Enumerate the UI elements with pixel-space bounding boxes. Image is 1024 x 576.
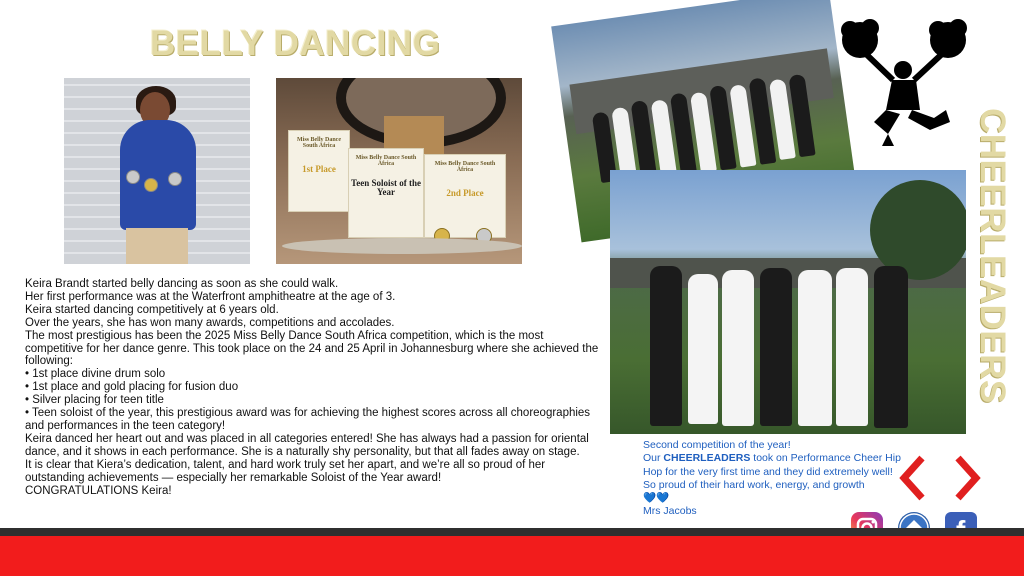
certificate-1-award: 1st Place [302, 164, 336, 174]
certificate-1 [288, 130, 350, 212]
belly-dancing-title: BELLY DANCING [150, 24, 441, 63]
person-shape [650, 266, 682, 426]
story-line: Keira Brandt started belly dancing as soon as she could walk. [25, 278, 339, 290]
footer-red-bar [0, 536, 1024, 576]
story-line: Keira danced her heart out and was placed in all categories entered! She has always had a passion for oriental dance, and it shows in each performance. She is a naturally shy personality, but that all fades away on stage. [25, 432, 589, 458]
certificate-1-title: Miss Belly Dance South Africa [297, 137, 341, 150]
tree-shape [870, 180, 966, 280]
person-shape [836, 268, 868, 426]
caption-paragraph [643, 452, 903, 492]
award-certificates-photo [276, 78, 522, 264]
story-bullet: • Teen soloist of the year, this prestigious award was for achieving the highest scores across all choreographies and performances in the teen category! [25, 407, 591, 432]
next-slide-button[interactable] [952, 455, 982, 501]
cheerleaders-title-text: CHEERLEADERS [973, 108, 1012, 404]
medal-icon [126, 170, 140, 184]
person-shape [798, 270, 832, 426]
cheer-caption [643, 439, 903, 519]
certificate-2-title: Miss Belly Dance South Africa [355, 155, 417, 168]
blue-hearts-icon: 💙💙 [643, 492, 670, 505]
cheerleader-silhouette-icon [838, 18, 968, 150]
story-line: Keira started dancing competitively at 6 years old. [25, 303, 279, 316]
cheerleaders-title [972, 108, 1016, 404]
story-bullet: • 1st place and gold placing for fusion duo [25, 381, 239, 394]
medal-icon [144, 178, 158, 192]
certificate-3-title: Miss Belly Dance South Africa [434, 161, 496, 174]
story-bullet: • Silver placing for teen title [25, 394, 164, 407]
cheer-group-photo-2 [610, 170, 966, 434]
caption-line: Second competition of the year! [643, 439, 791, 451]
story-line: The most prestigious has been the 2025 Miss Belly Dance South Africa competition, which is the most competitive for her dance genre. This took place on the 24 and 25 April in Johannesburg where she achieved the following: [25, 329, 599, 368]
caption-text: took on Performance Cheer Hip Hop for the very first time and they did extremely well! So proud of their hard work, energy, and growth [643, 452, 901, 491]
person-shape [722, 270, 754, 426]
story-bullet: • 1st place divine drum solo [25, 368, 166, 381]
pants-shape [126, 228, 188, 264]
caption-text: Our [643, 452, 664, 465]
caption-bold: CHEERLEADERS [663, 452, 751, 465]
story-congrats: CONGRATULATIONS Keira! [25, 484, 172, 497]
certificate-2 [348, 148, 424, 238]
story-line: Over the years, she has won many awards, competitions and accolades. [25, 316, 395, 329]
footer-dark-bar [0, 528, 1024, 536]
story-line: It is clear that Kiera’s dedication, talent, and hard work truly set her apart, and we’re all so proud of her outstanding achievements — especially her remarkable Soloist of the Year award! [25, 458, 546, 484]
caption-signature: Mrs Jacobs [643, 505, 697, 518]
story-line: Her first performance was at the Waterfront amphitheatre at the age of 3. [25, 290, 396, 303]
keira-medals-photo [64, 78, 250, 264]
person-shape [874, 266, 908, 428]
prev-slide-button[interactable] [898, 455, 928, 501]
certificate-3-award: 2nd Place [446, 188, 484, 198]
glass-table-shape [282, 238, 522, 254]
person-shape [688, 274, 718, 424]
certificate-3 [424, 154, 506, 238]
medal-icon [168, 172, 182, 186]
person-shape [760, 268, 792, 426]
belly-dancing-story [25, 278, 599, 497]
certificate-2-award: Teen Soloist of the Year [351, 178, 421, 198]
